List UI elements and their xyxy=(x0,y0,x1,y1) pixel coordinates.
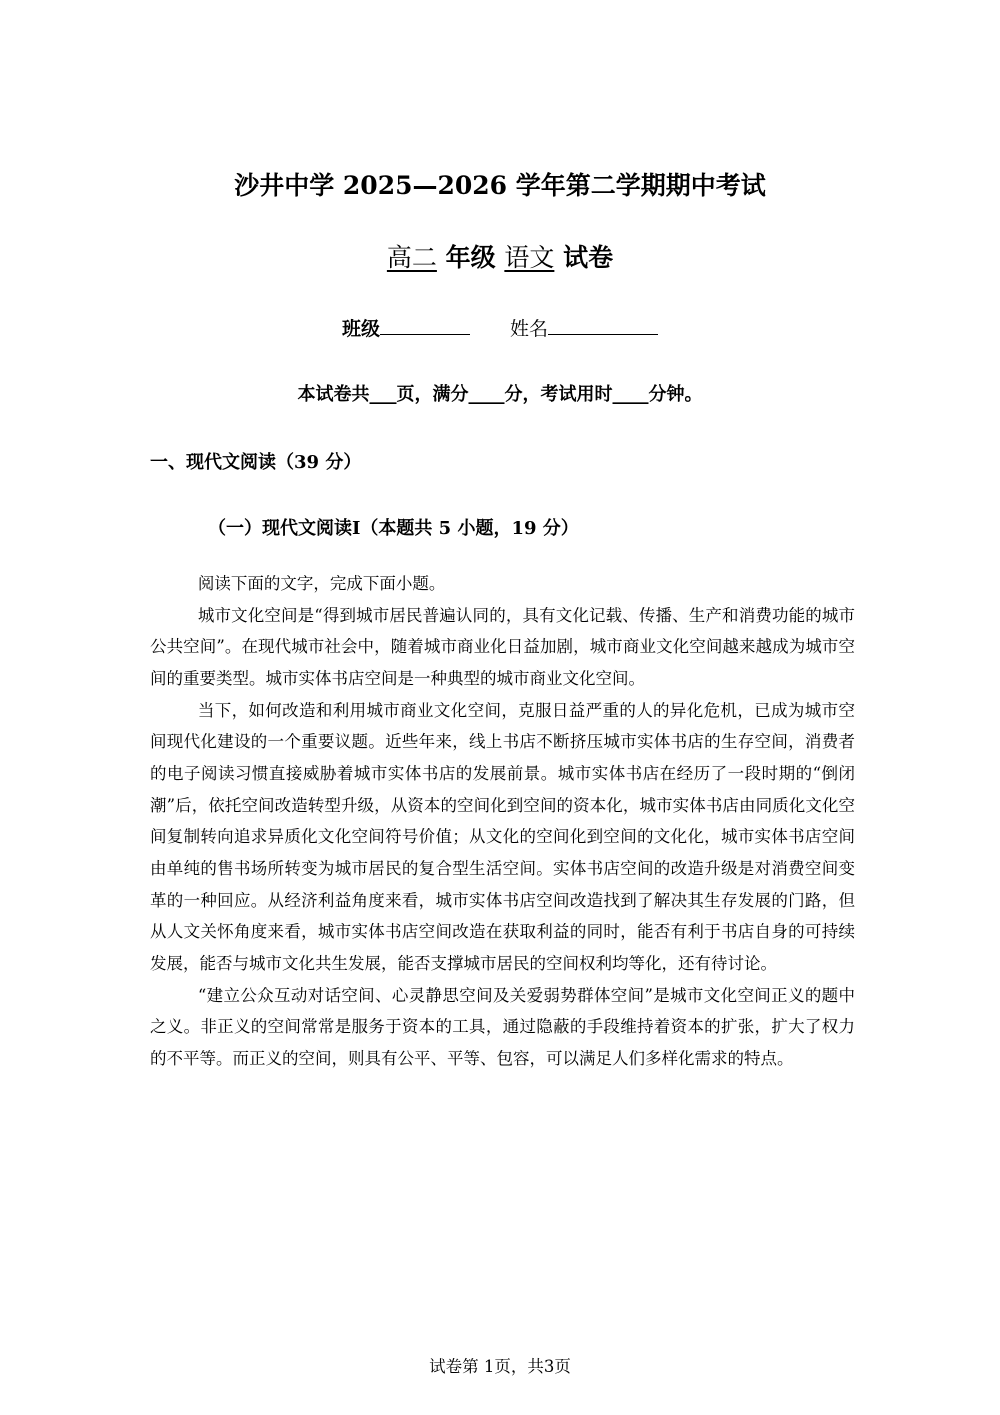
page-footer: 试卷第 1页，共3页 xyxy=(429,1357,571,1376)
exam-info: 本试卷共___页，满分____分，考试用时____分钟。 xyxy=(297,384,703,405)
paragraph: “建立公众互动对话空间、心灵静思空间及关爱弱势群体空间”是城市文化空间正义的题中之义。非正义的空间常常是服务于资本的工具，通过隐蔽的手段维持着资本的扩张，扩大了权力的不平等。而正义的空间，则具有公平、平等、包容，可以满足人们多样化需求的特点。 xyxy=(150,985,855,1068)
name-blank[interactable] xyxy=(548,314,658,335)
exam-subtitle xyxy=(0,240,1000,276)
paragraph: 阅读下面的文字，完成下面小题。 xyxy=(197,574,446,593)
exam-title: 沙井中学 2025—2026 学年第二学期期中考试 xyxy=(234,171,766,200)
grade-value: 高二 xyxy=(386,243,437,272)
section-heading: 一、现代文阅读（39 分） xyxy=(150,452,362,473)
name-label: 姓名 xyxy=(510,318,549,340)
paragraph: 城市文化空间是“得到城市居民普遍认同的，具有文化记载、传播、生产和消费功能的城市公共空间”。在现代城市社会中，随着城市商业化日益加剧，城市商业文化空间越来越成为城市空间的重要类型。城市实体书店空间是一种典型的城市商业文化空间。 xyxy=(150,605,855,688)
subject-suffix: 试卷 xyxy=(563,243,614,272)
reading-passage xyxy=(150,568,855,1075)
class-blank[interactable] xyxy=(380,314,470,335)
subsection-heading: （一）现代文阅读Ⅰ（本题共 5 小题，19 分） xyxy=(208,518,579,539)
student-fields xyxy=(0,314,1000,343)
subject-value: 语文 xyxy=(504,243,555,272)
grade-suffix: 年级 xyxy=(445,243,496,272)
paragraph: 当下，如何改造和利用城市商业文化空间，克服日益严重的人的异化危机，已成为城市空间现代化建设的一个重要议题。近些年来，线上书店不断挤压城市实体书店的生存空间，消费者的电子阅读习惯直接威胁着城市实体书店的发展前景。城市实体书店在经历了一段时期的“倒闭潮”后，依托空间改造转型升级，从资本的空间化到空间的资本化，城市实体书店由同质化文化空间复制转向追求异质化文化空间符号价值；从文化的空间化到空间的文化化，城市实体书店空间由单纯的售书场所转变为城市居民的复合型生活空间。实体书店空间的改造升级是对消费空间变革的一种回应。从经济利益角度来看，城市实体书店空间改造找到了解决其生存发展的门路，但从人文关怀角度来看，城市实体书店空间改造在获取利益的同时，能否有利于书店自身的可持续发展，能否与城市文化共生发展，能否支撑城市居民的空间权利均等化，还有待讨论。 xyxy=(150,700,855,973)
class-label: 班级 xyxy=(341,318,380,340)
